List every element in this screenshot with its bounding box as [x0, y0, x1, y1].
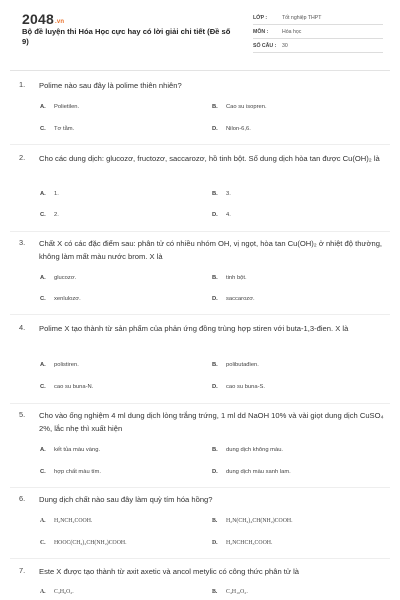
option-text: kết tủa màu vàng. [54, 447, 101, 453]
option-text: H₂NCHCH₃COOH. [226, 540, 273, 546]
question-divider [10, 558, 390, 559]
question-number: 5. [19, 410, 26, 419]
meta-subject [253, 26, 383, 39]
logo-text: 2048 [22, 11, 54, 27]
option-a[interactable] [40, 447, 100, 453]
option-letter: D. [212, 126, 218, 132]
option-c[interactable] [40, 540, 127, 546]
option-text: glucozơ. [54, 275, 77, 281]
option-a[interactable] [40, 518, 92, 524]
option-text: saccarozơ. [226, 296, 255, 302]
meta-label: SỐ CÂU : [253, 43, 277, 49]
option-text: Polietilen. [54, 104, 80, 110]
option-text: dung dịch màu xanh lam. [226, 469, 291, 475]
option-letter: A. [40, 589, 46, 595]
question-divider [10, 314, 390, 315]
meta-value: Hóa học [282, 29, 302, 35]
site-logo[interactable] [22, 11, 64, 27]
option-text: C₃H₆O₂. [54, 589, 74, 595]
option-letter: B. [212, 589, 218, 595]
option-c[interactable] [40, 126, 74, 132]
option-text: tinh bột. [226, 275, 247, 281]
logo-suffix: .vn [54, 19, 65, 25]
option-text: dung dịch không màu. [226, 447, 284, 453]
option-letter: A. [40, 447, 46, 453]
option-b[interactable] [212, 589, 248, 595]
option-text: hợp chất màu tím. [54, 469, 101, 475]
option-letter: D. [212, 384, 218, 390]
option-letter: B. [212, 362, 218, 368]
option-b[interactable] [212, 518, 293, 524]
question-text: Polime nào sau đây là polime thiên nhiên? [39, 81, 182, 90]
option-a[interactable] [40, 191, 59, 197]
option-letter: B. [212, 104, 218, 110]
document-header [0, 0, 400, 68]
option-a[interactable] [40, 104, 79, 110]
option-letter: A. [40, 518, 46, 524]
option-b[interactable] [212, 104, 267, 110]
meta-value: Tốt nghiệp THPT [282, 15, 322, 21]
option-text: 4. [226, 212, 231, 218]
option-c[interactable] [40, 212, 59, 218]
option-a[interactable] [40, 362, 79, 368]
option-letter: D. [212, 296, 218, 302]
option-text: Cao su isopren. [226, 104, 267, 110]
option-d[interactable] [212, 540, 272, 546]
option-b[interactable] [212, 275, 247, 281]
option-letter: A. [40, 104, 46, 110]
question-text: Cho vào ống nghiệm 4 ml dung dịch lòng trắng trứng, 1 ml dd NaOH 10% và vài giọt dung dịch CuSO₄ 2%, lắc nhẹ thì xuất hiện [39, 411, 384, 433]
option-a[interactable] [40, 589, 74, 595]
option-letter: A. [40, 191, 46, 197]
option-text: Nilon-6,6. [226, 126, 251, 132]
option-text: polistiren. [54, 362, 79, 368]
question-number: 6. [19, 494, 26, 503]
option-text: polibutađien. [226, 362, 259, 368]
option-d[interactable] [212, 469, 291, 475]
option-letter: A. [40, 362, 46, 368]
question-divider [10, 144, 390, 145]
meta-label: MÔN : [253, 29, 269, 35]
option-text: Tơ tằm. [54, 126, 75, 132]
option-a[interactable] [40, 275, 76, 281]
question-text: Polime X tạo thành từ sản phẩm của phản ứng đồng trùng hợp stiren với buta-1,3-đien. X là [39, 324, 349, 333]
meta-question-count [253, 40, 383, 53]
meta-grade [253, 12, 383, 25]
question-text: Dung dịch chất nào sau đây làm quỳ tím hóa hồng? [39, 495, 213, 504]
header-divider [10, 70, 390, 71]
question-text: Chất X có các đặc điểm sau: phân tử có nhiều nhóm OH, vị ngọt, hòa tan Cu(OH)₂ ở nhiệt độ thường, không làm mất màu nước brom. X là [39, 239, 383, 261]
option-text: H₂NCH₂COOH. [54, 518, 93, 524]
question-divider [10, 487, 390, 488]
option-text: 1. [54, 191, 59, 197]
option-text: H₂N(CH₂)₄CH(NH₂)COOH. [226, 518, 293, 524]
question-text: Este X được tạo thành từ axit axetic và ancol metylic có công thức phân tử là [39, 567, 300, 576]
question-text: Cho các dung dịch: glucozơ, fructozơ, saccarozơ, hồ tinh bột. Số dung dịch hòa tan được Cu(OH)₂ là [39, 154, 380, 163]
option-d[interactable] [212, 126, 251, 132]
option-c[interactable] [40, 469, 101, 475]
question-number: 4. [19, 323, 26, 332]
option-c[interactable] [40, 296, 81, 302]
option-text: xenlulozơ. [54, 296, 81, 302]
option-d[interactable] [212, 212, 231, 218]
option-letter: C. [40, 469, 46, 475]
option-letter: C. [40, 296, 46, 302]
option-b[interactable] [212, 362, 259, 368]
option-d[interactable] [212, 296, 255, 302]
meta-value: 30 [282, 43, 288, 49]
option-b[interactable] [212, 191, 231, 197]
option-letter: D. [212, 540, 218, 546]
meta-label: LỚP : [253, 15, 268, 21]
option-b[interactable] [212, 447, 283, 453]
question-divider [10, 403, 390, 404]
option-text: 3. [226, 191, 231, 197]
question-number: 7. [19, 566, 26, 575]
option-text: HOOC(CH₂)₂CH(NH₂)COOH. [54, 540, 127, 546]
option-d[interactable] [212, 384, 265, 390]
option-letter: B. [212, 191, 218, 197]
question-divider [10, 231, 390, 232]
option-text: cao su buna-N. [54, 384, 94, 390]
option-c[interactable] [40, 384, 93, 390]
question-number: 1. [19, 80, 26, 89]
option-letter: D. [212, 469, 218, 475]
option-letter: C. [40, 212, 46, 218]
question-number: 3. [19, 238, 26, 247]
option-text: cao su buna-S. [226, 384, 265, 390]
option-letter: B. [212, 275, 218, 281]
option-letter: D. [212, 212, 218, 218]
option-letter: C. [40, 540, 46, 546]
document-title: Bộ đề luyện thi Hóa Học cực hay có lời giải chi tiết (Đề số 9) [22, 27, 231, 46]
option-text: 2. [54, 212, 59, 218]
question-number: 2. [19, 153, 26, 162]
option-letter: C. [40, 384, 46, 390]
option-letter: B. [212, 518, 218, 524]
option-letter: C. [40, 126, 46, 132]
option-letter: A. [40, 275, 46, 281]
option-letter: B. [212, 447, 218, 453]
option-text: C₄H₁₀O₂. [226, 589, 248, 595]
